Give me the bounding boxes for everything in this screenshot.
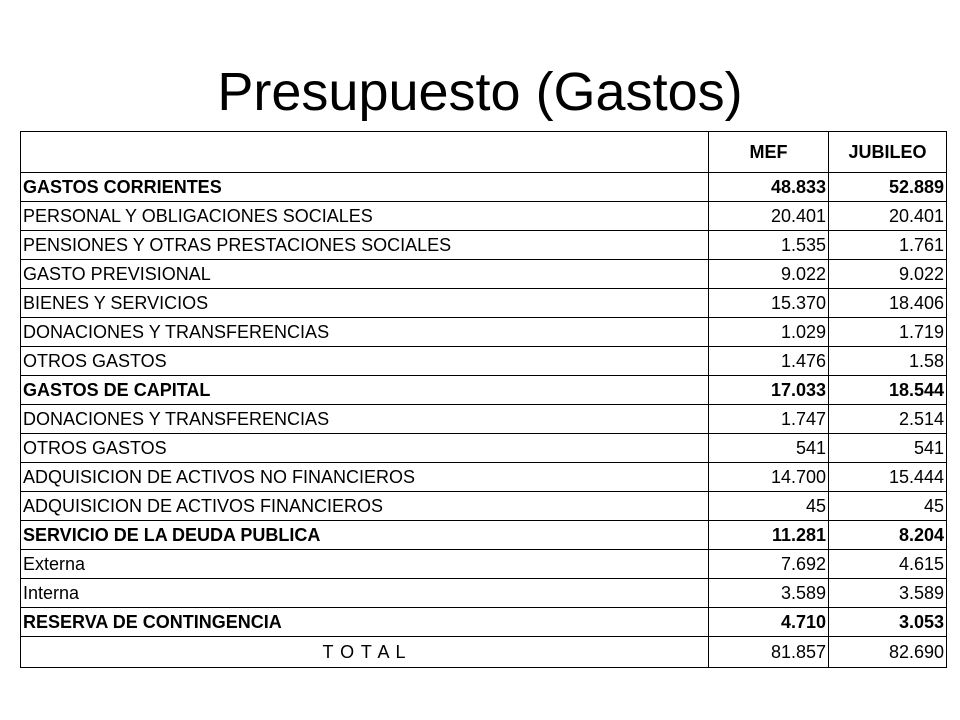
row-label: PERSONAL Y OBLIGACIONES SOCIALES: [21, 202, 709, 231]
row-mef-value: 9.022: [709, 260, 829, 289]
row-jubileo-value: 15.444: [829, 463, 947, 492]
row-jubileo-value: 20.401: [829, 202, 947, 231]
row-mef-value: 17.033: [709, 376, 829, 405]
row-jubileo-value: 1.761: [829, 231, 947, 260]
table-row: [21, 579, 947, 608]
total-row: [21, 637, 947, 668]
row-jubileo-value: 1.719: [829, 318, 947, 347]
table-row: [21, 521, 947, 550]
row-mef-value: 541: [709, 434, 829, 463]
total-label: T O T A L: [21, 637, 709, 668]
row-label: Externa: [21, 550, 709, 579]
row-jubileo-value: 541: [829, 434, 947, 463]
table-row: [21, 492, 947, 521]
row-mef-value: 20.401: [709, 202, 829, 231]
table-row: [21, 550, 947, 579]
row-label: ADQUISICION DE ACTIVOS NO FINANCIEROS: [21, 463, 709, 492]
row-mef-value: 15.370: [709, 289, 829, 318]
row-mef-value: 45: [709, 492, 829, 521]
header-jubileo: JUBILEO: [829, 132, 947, 173]
row-mef-value: 1.029: [709, 318, 829, 347]
total-jubileo: 82.690: [829, 637, 947, 668]
row-label: GASTOS DE CAPITAL: [21, 376, 709, 405]
page-title: Presupuesto (Gastos): [217, 62, 743, 122]
row-mef-value: 11.281: [709, 521, 829, 550]
row-label: Interna: [21, 579, 709, 608]
row-jubileo-value: 18.544: [829, 376, 947, 405]
table-row: [21, 231, 947, 260]
row-label: SERVICIO DE LA DEUDA PUBLICA: [21, 521, 709, 550]
row-label: RESERVA DE CONTINGENCIA: [21, 608, 709, 637]
row-jubileo-value: 1.58: [829, 347, 947, 376]
budget-table: [20, 131, 947, 668]
row-mef-value: 4.710: [709, 608, 829, 637]
row-mef-value: 7.692: [709, 550, 829, 579]
table-row: [21, 347, 947, 376]
row-jubileo-value: 2.514: [829, 405, 947, 434]
row-label: DONACIONES Y TRANSFERENCIAS: [21, 405, 709, 434]
row-label: GASTOS CORRIENTES: [21, 173, 709, 202]
row-jubileo-value: 45: [829, 492, 947, 521]
table-row: [21, 260, 947, 289]
table-row: [21, 608, 947, 637]
row-label: GASTO PREVISIONAL: [21, 260, 709, 289]
table-row: [21, 405, 947, 434]
table-row: [21, 173, 947, 202]
header-mef: MEF: [709, 132, 829, 173]
table-row: [21, 318, 947, 347]
row-mef-value: 3.589: [709, 579, 829, 608]
row-label: PENSIONES Y OTRAS PRESTACIONES SOCIALES: [21, 231, 709, 260]
table-body: [21, 173, 947, 668]
table-row: [21, 376, 947, 405]
row-mef-value: 14.700: [709, 463, 829, 492]
row-label: OTROS GASTOS: [21, 347, 709, 376]
total-mef: 81.857: [709, 637, 829, 668]
row-jubileo-value: 4.615: [829, 550, 947, 579]
table-row: [21, 434, 947, 463]
row-label: OTROS GASTOS: [21, 434, 709, 463]
row-jubileo-value: 3.053: [829, 608, 947, 637]
table-header-row: [21, 132, 947, 173]
table-row: [21, 289, 947, 318]
row-jubileo-value: 8.204: [829, 521, 947, 550]
row-label: DONACIONES Y TRANSFERENCIAS: [21, 318, 709, 347]
row-jubileo-value: 18.406: [829, 289, 947, 318]
row-label: ADQUISICION DE ACTIVOS FINANCIEROS: [21, 492, 709, 521]
row-label: BIENES Y SERVICIOS: [21, 289, 709, 318]
row-jubileo-value: 52.889: [829, 173, 947, 202]
table-row: [21, 463, 947, 492]
row-mef-value: 48.833: [709, 173, 829, 202]
row-mef-value: 1.476: [709, 347, 829, 376]
header-concept: [21, 132, 709, 173]
row-jubileo-value: 9.022: [829, 260, 947, 289]
row-mef-value: 1.535: [709, 231, 829, 260]
row-mef-value: 1.747: [709, 405, 829, 434]
row-jubileo-value: 3.589: [829, 579, 947, 608]
table-row: [21, 202, 947, 231]
